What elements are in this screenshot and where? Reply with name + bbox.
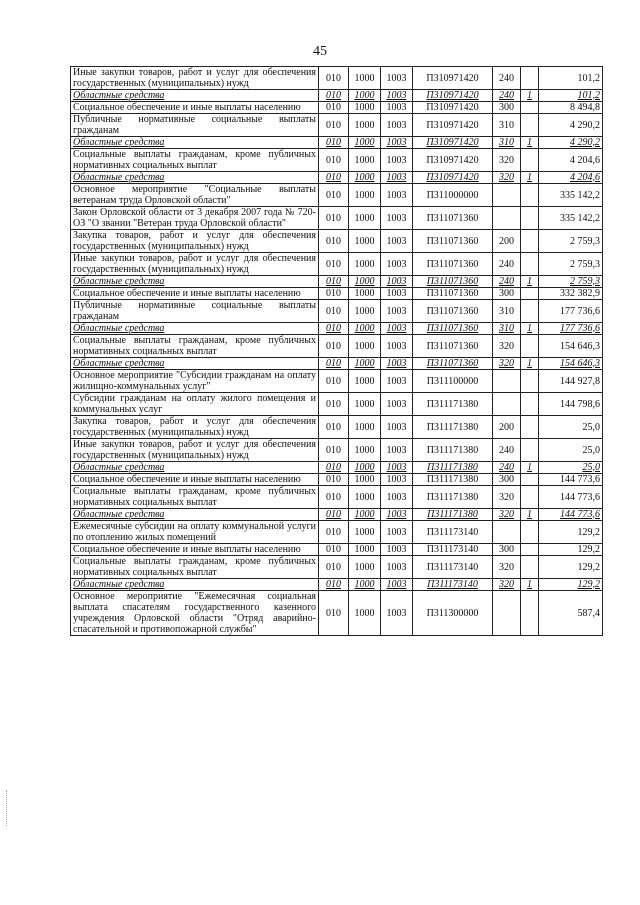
row-subsection-code: 1003	[381, 521, 413, 544]
row-subsection-code: 1003	[381, 323, 413, 335]
table-row	[71, 253, 603, 276]
row-funding-kind	[521, 370, 539, 393]
row-section-code: 1000	[349, 544, 381, 556]
row-grbs-code: 010	[319, 591, 349, 636]
row-section-code: 1000	[349, 114, 381, 137]
row-section-code: 1000	[349, 474, 381, 486]
row-target-article-code: П310971420	[413, 67, 493, 90]
row-expense-type-code: 240	[493, 276, 521, 288]
row-grbs-code: 010	[319, 114, 349, 137]
row-target-article-code: П311171380	[413, 509, 493, 521]
row-section-code: 1000	[349, 416, 381, 439]
row-amount: 177 736,6	[539, 323, 603, 335]
row-amount: 101,2	[539, 90, 603, 102]
row-amount: 335 142,2	[539, 207, 603, 230]
row-target-article-code: П311171380	[413, 462, 493, 474]
table-row	[71, 416, 603, 439]
row-amount: 4 290,2	[539, 114, 603, 137]
row-grbs-code: 010	[319, 544, 349, 556]
row-grbs-code: 010	[319, 462, 349, 474]
table-row	[71, 288, 603, 300]
row-subsection-code: 1003	[381, 149, 413, 172]
row-grbs-code: 010	[319, 335, 349, 358]
row-amount: 144 773,6	[539, 509, 603, 521]
row-funding-kind	[521, 521, 539, 544]
row-name: Ежемесячные субсидии на оплату коммунальной услуги по отоплению жилых помещений	[71, 521, 319, 544]
row-name: Основное мероприятие "Субсидии гражданам на оплату жилищно-коммунальных услуг"	[71, 370, 319, 393]
row-name: Областные средства	[71, 509, 319, 521]
row-subsection-code: 1003	[381, 544, 413, 556]
row-subsection-code: 1003	[381, 509, 413, 521]
row-grbs-code: 010	[319, 102, 349, 114]
table-row	[71, 300, 603, 323]
row-name: Социальное обеспечение и иные выплаты населению	[71, 288, 319, 300]
row-amount: 335 142,2	[539, 184, 603, 207]
row-section-code: 1000	[349, 462, 381, 474]
budget-table	[70, 66, 603, 636]
row-amount: 144 773,6	[539, 474, 603, 486]
row-subsection-code: 1003	[381, 556, 413, 579]
row-section-code: 1000	[349, 288, 381, 300]
row-subsection-code: 1003	[381, 276, 413, 288]
row-expense-type-code	[493, 184, 521, 207]
row-amount: 129,2	[539, 579, 603, 591]
table-row-regional-funds	[71, 90, 603, 102]
row-subsection-code: 1003	[381, 474, 413, 486]
row-amount: 4 290,2	[539, 137, 603, 149]
row-expense-type-code	[493, 521, 521, 544]
row-grbs-code: 010	[319, 486, 349, 509]
row-name: Областные средства	[71, 358, 319, 370]
row-subsection-code: 1003	[381, 579, 413, 591]
row-subsection-code: 1003	[381, 300, 413, 323]
row-amount: 129,2	[539, 521, 603, 544]
row-amount: 2 759,3	[539, 230, 603, 253]
row-funding-kind: 1	[521, 358, 539, 370]
row-expense-type-code: 240	[493, 67, 521, 90]
row-grbs-code: 010	[319, 556, 349, 579]
row-name: Публичные нормативные социальные выплаты гражданам	[71, 300, 319, 323]
row-expense-type-code	[493, 207, 521, 230]
row-grbs-code: 010	[319, 149, 349, 172]
row-expense-type-code: 320	[493, 486, 521, 509]
row-subsection-code: 1003	[381, 114, 413, 137]
row-target-article-code: П310971420	[413, 137, 493, 149]
row-section-code: 1000	[349, 370, 381, 393]
row-funding-kind	[521, 102, 539, 114]
table-row	[71, 184, 603, 207]
row-target-article-code: П311071360	[413, 207, 493, 230]
row-grbs-code: 010	[319, 393, 349, 416]
table-row-regional-funds	[71, 172, 603, 184]
row-funding-kind: 1	[521, 90, 539, 102]
table-row	[71, 114, 603, 137]
row-section-code: 1000	[349, 358, 381, 370]
row-section-code: 1000	[349, 439, 381, 462]
row-expense-type-code: 240	[493, 90, 521, 102]
row-amount: 25,0	[539, 416, 603, 439]
row-section-code: 1000	[349, 67, 381, 90]
table-row	[71, 544, 603, 556]
row-section-code: 1000	[349, 230, 381, 253]
row-name: Социальные выплаты гражданам, кроме публичных нормативных социальных выплат	[71, 149, 319, 172]
row-subsection-code: 1003	[381, 370, 413, 393]
table-row	[71, 207, 603, 230]
row-target-article-code: П311071360	[413, 300, 493, 323]
row-name: Областные средства	[71, 137, 319, 149]
row-section-code: 1000	[349, 486, 381, 509]
row-subsection-code: 1003	[381, 172, 413, 184]
row-subsection-code: 1003	[381, 358, 413, 370]
row-expense-type-code: 310	[493, 300, 521, 323]
table-row-regional-funds	[71, 276, 603, 288]
row-grbs-code: 010	[319, 416, 349, 439]
row-section-code: 1000	[349, 90, 381, 102]
row-expense-type-code	[493, 393, 521, 416]
row-expense-type-code: 200	[493, 416, 521, 439]
row-subsection-code: 1003	[381, 207, 413, 230]
row-expense-type-code: 320	[493, 358, 521, 370]
row-funding-kind	[521, 474, 539, 486]
row-grbs-code: 010	[319, 358, 349, 370]
row-grbs-code: 010	[319, 370, 349, 393]
row-section-code: 1000	[349, 521, 381, 544]
table-row-regional-funds	[71, 323, 603, 335]
row-funding-kind: 1	[521, 462, 539, 474]
row-amount: 129,2	[539, 556, 603, 579]
row-grbs-code: 010	[319, 323, 349, 335]
table-row	[71, 149, 603, 172]
table-row	[71, 67, 603, 90]
row-grbs-code: 010	[319, 230, 349, 253]
row-amount: 2 759,3	[539, 253, 603, 276]
row-funding-kind	[521, 300, 539, 323]
row-target-article-code: П311300000	[413, 591, 493, 636]
row-name: Иные закупки товаров, работ и услуг для обеспечения государственных (муниципальных) нужд	[71, 253, 319, 276]
row-subsection-code: 1003	[381, 462, 413, 474]
row-expense-type-code	[493, 591, 521, 636]
row-target-article-code: П311171380	[413, 474, 493, 486]
table-row	[71, 335, 603, 358]
row-funding-kind	[521, 67, 539, 90]
row-name: Субсидии гражданам на оплату жилого помещения и коммунальных услуг	[71, 393, 319, 416]
row-amount: 4 204,6	[539, 149, 603, 172]
row-funding-kind	[521, 393, 539, 416]
row-section-code: 1000	[349, 591, 381, 636]
table-row	[71, 439, 603, 462]
table-row-regional-funds	[71, 358, 603, 370]
row-name: Социальное обеспечение и иные выплаты населению	[71, 474, 319, 486]
row-subsection-code: 1003	[381, 335, 413, 358]
row-name: Социальные выплаты гражданам, кроме публичных нормативных социальных выплат	[71, 486, 319, 509]
row-funding-kind	[521, 591, 539, 636]
row-grbs-code: 010	[319, 521, 349, 544]
table-row	[71, 393, 603, 416]
row-target-article-code: П311173140	[413, 579, 493, 591]
row-name: Иные закупки товаров, работ и услуг для обеспечения государственных (муниципальных) нужд	[71, 439, 319, 462]
row-name: Основное мероприятие "Ежемесячная социальная выплата спасателям государственного казенного учреждения Орловской области "Отряд аварийно-спасательной и противопожарной службы"	[71, 591, 319, 636]
row-section-code: 1000	[349, 184, 381, 207]
row-section-code: 1000	[349, 393, 381, 416]
row-expense-type-code: 300	[493, 102, 521, 114]
row-target-article-code: П311173140	[413, 556, 493, 579]
row-name: Закупка товаров, работ и услуг для обеспечения государственных (муниципальных) нужд	[71, 416, 319, 439]
row-name: Основное мероприятие "Социальные выплаты ветеранам труда Орловской области"	[71, 184, 319, 207]
row-section-code: 1000	[349, 137, 381, 149]
table-row	[71, 102, 603, 114]
row-funding-kind	[521, 253, 539, 276]
row-section-code: 1000	[349, 207, 381, 230]
row-name: Областные средства	[71, 90, 319, 102]
row-subsection-code: 1003	[381, 230, 413, 253]
row-section-code: 1000	[349, 300, 381, 323]
row-section-code: 1000	[349, 509, 381, 521]
row-target-article-code: П311071360	[413, 253, 493, 276]
row-grbs-code: 010	[319, 184, 349, 207]
row-grbs-code: 010	[319, 474, 349, 486]
row-grbs-code: 010	[319, 207, 349, 230]
row-subsection-code: 1003	[381, 393, 413, 416]
row-funding-kind	[521, 288, 539, 300]
row-expense-type-code: 320	[493, 579, 521, 591]
row-expense-type-code	[493, 370, 521, 393]
page-number: 45	[313, 44, 327, 59]
row-amount: 4 204,6	[539, 172, 603, 184]
row-target-article-code: П311171380	[413, 486, 493, 509]
table-row	[71, 230, 603, 253]
row-grbs-code: 010	[319, 509, 349, 521]
row-subsection-code: 1003	[381, 288, 413, 300]
row-target-article-code: П310971420	[413, 114, 493, 137]
row-name: Иные закупки товаров, работ и услуг для обеспечения государственных (муниципальных) нужд	[71, 67, 319, 90]
row-name: Областные средства	[71, 172, 319, 184]
row-amount: 144 798,6	[539, 393, 603, 416]
row-subsection-code: 1003	[381, 486, 413, 509]
row-amount: 2 759,3	[539, 276, 603, 288]
table-row	[71, 370, 603, 393]
row-expense-type-code: 240	[493, 462, 521, 474]
row-amount: 177 736,6	[539, 300, 603, 323]
row-amount: 25,0	[539, 439, 603, 462]
row-subsection-code: 1003	[381, 416, 413, 439]
row-amount: 154 646,3	[539, 358, 603, 370]
row-section-code: 1000	[349, 323, 381, 335]
row-funding-kind	[521, 114, 539, 137]
row-target-article-code: П310971420	[413, 149, 493, 172]
row-funding-kind: 1	[521, 276, 539, 288]
row-section-code: 1000	[349, 556, 381, 579]
row-section-code: 1000	[349, 102, 381, 114]
row-target-article-code: П311071360	[413, 230, 493, 253]
row-funding-kind: 1	[521, 579, 539, 591]
row-funding-kind	[521, 207, 539, 230]
row-amount: 25,0	[539, 462, 603, 474]
row-subsection-code: 1003	[381, 90, 413, 102]
row-target-article-code: П311071360	[413, 288, 493, 300]
row-target-article-code: П311071360	[413, 335, 493, 358]
row-target-article-code: П310971420	[413, 172, 493, 184]
row-amount: 8 494,8	[539, 102, 603, 114]
row-expense-type-code: 320	[493, 335, 521, 358]
row-grbs-code: 010	[319, 276, 349, 288]
row-target-article-code: П311171380	[413, 439, 493, 462]
row-section-code: 1000	[349, 253, 381, 276]
row-name: Областные средства	[71, 462, 319, 474]
row-grbs-code: 010	[319, 300, 349, 323]
row-funding-kind	[521, 416, 539, 439]
row-target-article-code: П311173140	[413, 521, 493, 544]
row-subsection-code: 1003	[381, 67, 413, 90]
row-name: Социальные выплаты гражданам, кроме публичных нормативных социальных выплат	[71, 335, 319, 358]
row-grbs-code: 010	[319, 579, 349, 591]
row-amount: 144 773,6	[539, 486, 603, 509]
row-target-article-code: П311171380	[413, 393, 493, 416]
row-expense-type-code: 300	[493, 474, 521, 486]
row-subsection-code: 1003	[381, 439, 413, 462]
row-section-code: 1000	[349, 579, 381, 591]
row-funding-kind	[521, 486, 539, 509]
table-row-regional-funds	[71, 137, 603, 149]
row-expense-type-code: 310	[493, 137, 521, 149]
row-funding-kind	[521, 439, 539, 462]
row-expense-type-code: 320	[493, 149, 521, 172]
row-name: Закупка товаров, работ и услуг для обеспечения государственных (муниципальных) нужд	[71, 230, 319, 253]
row-name: Социальные выплаты гражданам, кроме публичных нормативных социальных выплат	[71, 556, 319, 579]
row-funding-kind	[521, 230, 539, 253]
row-grbs-code: 010	[319, 67, 349, 90]
row-expense-type-code: 320	[493, 509, 521, 521]
row-expense-type-code: 240	[493, 439, 521, 462]
row-name: Социальное обеспечение и иные выплаты населению	[71, 102, 319, 114]
row-funding-kind	[521, 556, 539, 579]
row-funding-kind: 1	[521, 509, 539, 521]
row-target-article-code: П311071360	[413, 323, 493, 335]
row-amount: 587,4	[539, 591, 603, 636]
row-target-article-code: П311071360	[413, 276, 493, 288]
table-row-regional-funds	[71, 509, 603, 521]
row-name: Областные средства	[71, 323, 319, 335]
row-expense-type-code: 240	[493, 253, 521, 276]
table-row-regional-funds	[71, 462, 603, 474]
table-row	[71, 591, 603, 636]
row-target-article-code: П310971420	[413, 90, 493, 102]
row-amount: 332 382,9	[539, 288, 603, 300]
row-funding-kind	[521, 335, 539, 358]
row-subsection-code: 1003	[381, 253, 413, 276]
row-funding-kind	[521, 184, 539, 207]
row-target-article-code: П311100000	[413, 370, 493, 393]
row-name: Социальное обеспечение и иные выплаты населению	[71, 544, 319, 556]
row-target-article-code: П311173140	[413, 544, 493, 556]
row-target-article-code: П311071360	[413, 358, 493, 370]
row-expense-type-code: 310	[493, 323, 521, 335]
row-subsection-code: 1003	[381, 137, 413, 149]
row-subsection-code: 1003	[381, 184, 413, 207]
row-expense-type-code: 300	[493, 544, 521, 556]
row-amount: 154 646,3	[539, 335, 603, 358]
table-row	[71, 556, 603, 579]
row-grbs-code: 010	[319, 90, 349, 102]
row-name: Публичные нормативные социальные выплаты гражданам	[71, 114, 319, 137]
row-name: Областные средства	[71, 579, 319, 591]
table-row	[71, 486, 603, 509]
table-row-regional-funds	[71, 579, 603, 591]
row-amount: 129,2	[539, 544, 603, 556]
row-section-code: 1000	[349, 276, 381, 288]
row-amount: 144 927,8	[539, 370, 603, 393]
margin-mark	[6, 790, 11, 826]
row-name: Закон Орловской области от 3 декабря 2007 года № 720-ОЗ "О звании "Ветеран труда Орловской области"	[71, 207, 319, 230]
row-funding-kind: 1	[521, 323, 539, 335]
row-funding-kind: 1	[521, 172, 539, 184]
row-grbs-code: 010	[319, 288, 349, 300]
row-section-code: 1000	[349, 149, 381, 172]
row-name: Областные средства	[71, 276, 319, 288]
table-row	[71, 474, 603, 486]
row-expense-type-code: 310	[493, 114, 521, 137]
row-grbs-code: 010	[319, 439, 349, 462]
row-expense-type-code: 320	[493, 556, 521, 579]
row-grbs-code: 010	[319, 253, 349, 276]
row-target-article-code: П311171380	[413, 416, 493, 439]
row-funding-kind: 1	[521, 137, 539, 149]
table-row	[71, 521, 603, 544]
row-grbs-code: 010	[319, 137, 349, 149]
row-subsection-code: 1003	[381, 102, 413, 114]
row-amount: 101,2	[539, 67, 603, 90]
row-funding-kind	[521, 544, 539, 556]
row-expense-type-code: 300	[493, 288, 521, 300]
row-target-article-code: П310971420	[413, 102, 493, 114]
row-grbs-code: 010	[319, 172, 349, 184]
row-section-code: 1000	[349, 335, 381, 358]
row-expense-type-code: 320	[493, 172, 521, 184]
row-funding-kind	[521, 149, 539, 172]
row-target-article-code: П311000000	[413, 184, 493, 207]
row-expense-type-code: 200	[493, 230, 521, 253]
row-section-code: 1000	[349, 172, 381, 184]
row-subsection-code: 1003	[381, 591, 413, 636]
